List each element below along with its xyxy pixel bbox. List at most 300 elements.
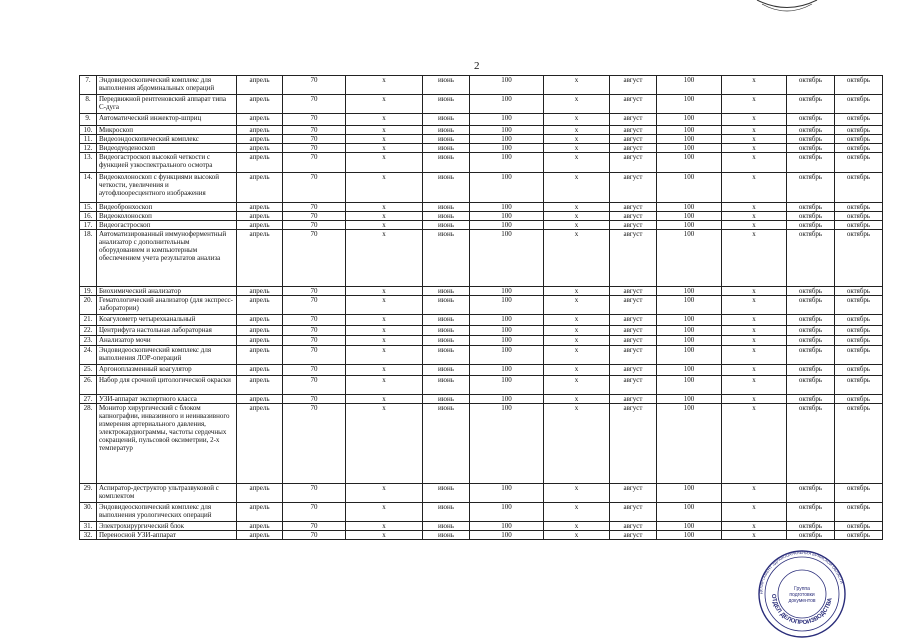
cell-x2: х (544, 144, 610, 153)
cell-m2: июнь (423, 221, 470, 230)
cell-m4: октябрь (787, 531, 835, 540)
cell-name: Видеоколоноскоп с функциями высокой четкости, увеличения и аутофлюоресцентного изображения (97, 173, 237, 203)
cell-x2: х (544, 230, 610, 287)
cell-m4: октябрь (787, 346, 835, 365)
cell-m3: август (610, 503, 657, 522)
table-row (80, 212, 883, 221)
table-row (80, 203, 883, 212)
cell-x3: х (722, 503, 787, 522)
cell-m5: октябрь (835, 395, 883, 404)
cell-m5: октябрь (835, 503, 883, 522)
page-number: 2 (474, 60, 480, 72)
cell-x3: х (722, 153, 787, 173)
cell-x3: х (722, 395, 787, 404)
cell-m4: октябрь (787, 126, 835, 135)
cell-m2: июнь (423, 230, 470, 287)
cell-m2: июнь (423, 126, 470, 135)
cell-p2: 100 (470, 326, 544, 336)
cell-x3: х (722, 315, 787, 326)
cell-m4: октябрь (787, 135, 835, 144)
cell-p3: 100 (657, 287, 722, 296)
cell-name: Эндовидеоскопический комплекс для выполнения урологических операций (97, 503, 237, 522)
cell-m2: июнь (423, 395, 470, 404)
cell-m1: апрель (237, 76, 283, 95)
cell-x3: х (722, 173, 787, 203)
cell-x1: х (346, 404, 423, 484)
cell-m3: август (610, 336, 657, 346)
cell-m3: август (610, 76, 657, 95)
cell-name: Переносной УЗИ-аппарат (97, 531, 237, 540)
table-row (80, 484, 883, 503)
cell-n: 18. (80, 230, 97, 287)
cell-x2: х (544, 287, 610, 296)
cell-x1: х (346, 95, 423, 114)
cell-m5: октябрь (835, 76, 883, 95)
cell-x1: х (346, 76, 423, 95)
cell-p2: 100 (470, 296, 544, 315)
cell-p3: 100 (657, 531, 722, 540)
stamp-outer-text: ДЕПАРТАМЕНТ ЗДРАВООХРАНЕНИЯ БРЯНСКОЙ ОБЛАСТИ (757, 549, 845, 595)
cell-p3: 100 (657, 503, 722, 522)
cell-x1: х (346, 531, 423, 540)
cell-m5: октябрь (835, 484, 883, 503)
cell-m4: октябрь (787, 230, 835, 287)
cell-m4: октябрь (787, 173, 835, 203)
cell-x2: х (544, 484, 610, 503)
cell-p3: 100 (657, 365, 722, 376)
cell-m4: октябрь (787, 114, 835, 126)
cell-p1: 70 (283, 395, 346, 404)
cell-m1: апрель (237, 346, 283, 365)
cell-x1: х (346, 365, 423, 376)
cell-x1: х (346, 203, 423, 212)
cell-p1: 70 (283, 503, 346, 522)
cell-p3: 100 (657, 114, 722, 126)
cell-p1: 70 (283, 114, 346, 126)
cell-x3: х (722, 114, 787, 126)
cell-m2: июнь (423, 95, 470, 114)
cell-p3: 100 (657, 153, 722, 173)
cell-m1: апрель (237, 376, 283, 395)
cell-x1: х (346, 315, 423, 326)
cell-p3: 100 (657, 376, 722, 395)
cell-x2: х (544, 173, 610, 203)
cell-x1: х (346, 336, 423, 346)
cell-x2: х (544, 153, 610, 173)
cell-p1: 70 (283, 153, 346, 173)
cell-x1: х (346, 212, 423, 221)
cell-x2: х (544, 114, 610, 126)
table-row (80, 365, 883, 376)
cell-m2: июнь (423, 153, 470, 173)
cell-n: 19. (80, 287, 97, 296)
cell-name: Аргоноплазменный коагулятор (97, 365, 237, 376)
cell-m5: октябрь (835, 404, 883, 484)
cell-m3: август (610, 287, 657, 296)
table-row (80, 346, 883, 365)
cell-p2: 100 (470, 203, 544, 212)
cell-n: 21. (80, 315, 97, 326)
cell-m3: август (610, 203, 657, 212)
cell-x1: х (346, 522, 423, 531)
cell-n: 8. (80, 95, 97, 114)
cell-m3: август (610, 230, 657, 287)
stamp-line-2: подготовки (789, 592, 815, 598)
stamp-fragment-top (752, 0, 822, 15)
cell-m1: апрель (237, 173, 283, 203)
cell-x3: х (722, 287, 787, 296)
cell-m2: июнь (423, 503, 470, 522)
cell-n: 15. (80, 203, 97, 212)
cell-p3: 100 (657, 326, 722, 336)
cell-p2: 100 (470, 376, 544, 395)
cell-p2: 100 (470, 95, 544, 114)
cell-p3: 100 (657, 346, 722, 365)
cell-x3: х (722, 221, 787, 230)
official-stamp (753, 548, 851, 640)
cell-m1: апрель (237, 326, 283, 336)
cell-x1: х (346, 135, 423, 144)
cell-p3: 100 (657, 296, 722, 315)
cell-p1: 70 (283, 522, 346, 531)
cell-m2: июнь (423, 173, 470, 203)
cell-x2: х (544, 95, 610, 114)
cell-m1: апрель (237, 221, 283, 230)
cell-n: 7. (80, 76, 97, 95)
cell-m5: октябрь (835, 126, 883, 135)
cell-m5: октябрь (835, 230, 883, 287)
cell-m4: октябрь (787, 76, 835, 95)
cell-m3: август (610, 315, 657, 326)
cell-n: 26. (80, 376, 97, 395)
cell-p3: 100 (657, 95, 722, 114)
cell-p2: 100 (470, 365, 544, 376)
cell-m4: октябрь (787, 484, 835, 503)
cell-p2: 100 (470, 144, 544, 153)
cell-m3: август (610, 153, 657, 173)
cell-p1: 70 (283, 484, 346, 503)
cell-m2: июнь (423, 212, 470, 221)
cell-m3: август (610, 484, 657, 503)
cell-x1: х (346, 346, 423, 365)
cell-x3: х (722, 522, 787, 531)
cell-p1: 70 (283, 126, 346, 135)
cell-p1: 70 (283, 76, 346, 95)
cell-x2: х (544, 76, 610, 95)
cell-m5: октябрь (835, 114, 883, 126)
cell-x3: х (722, 76, 787, 95)
cell-name: Видеогастроскоп высокой четкости с функцией узкоспектрального осмотра (97, 153, 237, 173)
table-row (80, 153, 883, 173)
cell-name: Монитор хирургический с блоком капнографии, инвазивного и неинвазивного измерения артериального давления, электрокардиограммы, частоты сердечных сокращений, пульсовой оксиметрии, 2-х температур (97, 404, 237, 484)
cell-p2: 100 (470, 404, 544, 484)
cell-n: 16. (80, 212, 97, 221)
cell-x1: х (346, 153, 423, 173)
cell-p1: 70 (283, 315, 346, 326)
cell-name: Видеодуоденоскоп (97, 144, 237, 153)
cell-m5: октябрь (835, 365, 883, 376)
table-row (80, 287, 883, 296)
cell-x1: х (346, 114, 423, 126)
cell-name: Видеоколоноскоп (97, 212, 237, 221)
cell-m4: октябрь (787, 203, 835, 212)
cell-x1: х (346, 126, 423, 135)
cell-p1: 70 (283, 365, 346, 376)
cell-m1: апрель (237, 287, 283, 296)
cell-m2: июнь (423, 287, 470, 296)
cell-p1: 70 (283, 376, 346, 395)
cell-m5: октябрь (835, 315, 883, 326)
cell-m3: август (610, 531, 657, 540)
cell-p2: 100 (470, 336, 544, 346)
cell-m1: апрель (237, 144, 283, 153)
cell-p2: 100 (470, 395, 544, 404)
cell-m5: октябрь (835, 144, 883, 153)
cell-name: Электрохирургический блок (97, 522, 237, 531)
cell-p2: 100 (470, 230, 544, 287)
cell-p1: 70 (283, 95, 346, 114)
table-row (80, 326, 883, 336)
cell-m3: август (610, 126, 657, 135)
cell-x3: х (722, 531, 787, 540)
cell-n: 30. (80, 503, 97, 522)
cell-m3: август (610, 296, 657, 315)
cell-x3: х (722, 296, 787, 315)
cell-m2: июнь (423, 346, 470, 365)
cell-m5: октябрь (835, 376, 883, 395)
cell-m4: октябрь (787, 365, 835, 376)
cell-m2: июнь (423, 144, 470, 153)
cell-m1: апрель (237, 126, 283, 135)
cell-name: Центрифуга настольная лабораторная (97, 326, 237, 336)
cell-name: Набор для срочной цитологической окраски (97, 376, 237, 395)
cell-p2: 100 (470, 287, 544, 296)
cell-x3: х (722, 376, 787, 395)
cell-x1: х (346, 230, 423, 287)
cell-m4: октябрь (787, 144, 835, 153)
cell-name: Анализатор мочи (97, 336, 237, 346)
cell-p3: 100 (657, 484, 722, 503)
cell-m1: апрель (237, 315, 283, 326)
cell-p1: 70 (283, 212, 346, 221)
cell-m3: август (610, 346, 657, 365)
cell-x3: х (722, 212, 787, 221)
cell-m1: апрель (237, 404, 283, 484)
cell-m4: октябрь (787, 315, 835, 326)
cell-p3: 100 (657, 144, 722, 153)
cell-m3: август (610, 376, 657, 395)
table-row (80, 531, 883, 540)
cell-name: Автоматический инжектор-шприц (97, 114, 237, 126)
cell-m2: июнь (423, 296, 470, 315)
cell-x3: х (722, 484, 787, 503)
cell-m1: апрель (237, 503, 283, 522)
cell-p2: 100 (470, 76, 544, 95)
cell-p1: 70 (283, 346, 346, 365)
cell-p2: 100 (470, 114, 544, 126)
cell-m5: октябрь (835, 95, 883, 114)
cell-x2: х (544, 503, 610, 522)
cell-name: УЗИ-аппарат экспертного класса (97, 395, 237, 404)
cell-m3: август (610, 95, 657, 114)
cell-m2: июнь (423, 315, 470, 326)
cell-name: Микроскоп (97, 126, 237, 135)
table-row (80, 76, 883, 95)
cell-x2: х (544, 326, 610, 336)
cell-p2: 100 (470, 221, 544, 230)
cell-name: Эндовидеоскопический комплекс для выполнения ЛОР-операций (97, 346, 237, 365)
cell-x1: х (346, 503, 423, 522)
cell-x3: х (722, 404, 787, 484)
cell-m1: апрель (237, 95, 283, 114)
cell-m4: октябрь (787, 522, 835, 531)
table-row (80, 336, 883, 346)
cell-x3: х (722, 144, 787, 153)
equipment-schedule-table (79, 75, 883, 540)
cell-n: 28. (80, 404, 97, 484)
cell-x3: х (722, 365, 787, 376)
cell-m1: апрель (237, 135, 283, 144)
cell-p1: 70 (283, 135, 346, 144)
cell-p2: 100 (470, 503, 544, 522)
cell-p1: 70 (283, 203, 346, 212)
cell-n: 13. (80, 153, 97, 173)
stamp-dept-text: ОТДЕЛ ДЕЛОПРОИЗВОДСТВА (769, 593, 834, 627)
cell-p3: 100 (657, 522, 722, 531)
cell-m1: апрель (237, 531, 283, 540)
cell-x1: х (346, 173, 423, 203)
cell-m5: октябрь (835, 135, 883, 144)
cell-m1: апрель (237, 395, 283, 404)
cell-p1: 70 (283, 221, 346, 230)
cell-x3: х (722, 336, 787, 346)
cell-m3: август (610, 144, 657, 153)
cell-p3: 100 (657, 230, 722, 287)
cell-m4: октябрь (787, 503, 835, 522)
cell-n: 9. (80, 114, 97, 126)
cell-x3: х (722, 135, 787, 144)
cell-n: 10. (80, 126, 97, 135)
cell-n: 29. (80, 484, 97, 503)
cell-m2: июнь (423, 76, 470, 95)
cell-p3: 100 (657, 315, 722, 326)
cell-m1: апрель (237, 365, 283, 376)
cell-m3: август (610, 221, 657, 230)
cell-m3: август (610, 135, 657, 144)
cell-x1: х (346, 144, 423, 153)
cell-x2: х (544, 395, 610, 404)
cell-x1: х (346, 296, 423, 315)
cell-m4: октябрь (787, 296, 835, 315)
cell-p2: 100 (470, 126, 544, 135)
cell-name: Передвижной рентгеновский аппарат типа С-дуга (97, 95, 237, 114)
table-row (80, 315, 883, 326)
cell-p1: 70 (283, 531, 346, 540)
cell-n: 23. (80, 336, 97, 346)
cell-x2: х (544, 346, 610, 365)
cell-n: 11. (80, 135, 97, 144)
cell-m2: июнь (423, 336, 470, 346)
cell-m1: апрель (237, 114, 283, 126)
cell-m3: август (610, 522, 657, 531)
cell-n: 17. (80, 221, 97, 230)
cell-m2: июнь (423, 135, 470, 144)
cell-p3: 100 (657, 336, 722, 346)
cell-m1: апрель (237, 153, 283, 173)
cell-m2: июнь (423, 365, 470, 376)
cell-p2: 100 (470, 135, 544, 144)
table-row (80, 114, 883, 126)
cell-p3: 100 (657, 173, 722, 203)
cell-name: Эндовидеоскопический комплекс для выполнения абдоминальных операций (97, 76, 237, 95)
cell-x2: х (544, 376, 610, 395)
cell-m5: октябрь (835, 212, 883, 221)
cell-p3: 100 (657, 404, 722, 484)
cell-p1: 70 (283, 144, 346, 153)
table-row (80, 221, 883, 230)
cell-x1: х (346, 221, 423, 230)
cell-m4: октябрь (787, 395, 835, 404)
table-row (80, 135, 883, 144)
cell-m3: август (610, 365, 657, 376)
cell-m1: апрель (237, 203, 283, 212)
table-row (80, 296, 883, 315)
cell-p2: 100 (470, 522, 544, 531)
cell-m2: июнь (423, 522, 470, 531)
cell-name: Видеогастроскоп (97, 221, 237, 230)
cell-m5: октябрь (835, 326, 883, 336)
cell-m5: октябрь (835, 221, 883, 230)
cell-x3: х (722, 230, 787, 287)
stamp-line-1: Группа (794, 586, 810, 592)
table-row (80, 395, 883, 404)
cell-m5: октябрь (835, 173, 883, 203)
cell-m2: июнь (423, 484, 470, 503)
cell-x2: х (544, 365, 610, 376)
cell-m5: октябрь (835, 346, 883, 365)
cell-m4: октябрь (787, 404, 835, 484)
cell-name: Автоматизированный иммуноферментный анализатор с дополнительным оборудованием и компьютерным обеспечением учета результатов анализа (97, 230, 237, 287)
cell-p3: 100 (657, 212, 722, 221)
cell-n: 31. (80, 522, 97, 531)
cell-p1: 70 (283, 296, 346, 315)
cell-n: 20. (80, 296, 97, 315)
cell-m3: август (610, 404, 657, 484)
cell-p2: 100 (470, 346, 544, 365)
cell-n: 22. (80, 326, 97, 336)
cell-m1: апрель (237, 336, 283, 346)
cell-p2: 100 (470, 153, 544, 173)
cell-n: 32. (80, 531, 97, 540)
cell-x3: х (722, 95, 787, 114)
cell-p3: 100 (657, 76, 722, 95)
cell-x3: х (722, 126, 787, 135)
cell-m5: октябрь (835, 531, 883, 540)
cell-m1: апрель (237, 484, 283, 503)
cell-p3: 100 (657, 221, 722, 230)
cell-x1: х (346, 326, 423, 336)
cell-x2: х (544, 212, 610, 221)
cell-m1: апрель (237, 296, 283, 315)
cell-m3: август (610, 173, 657, 203)
table-row (80, 230, 883, 287)
cell-x2: х (544, 315, 610, 326)
cell-m4: октябрь (787, 212, 835, 221)
cell-m5: октябрь (835, 287, 883, 296)
table-row (80, 173, 883, 203)
cell-x2: х (544, 203, 610, 212)
cell-n: 14. (80, 173, 97, 203)
